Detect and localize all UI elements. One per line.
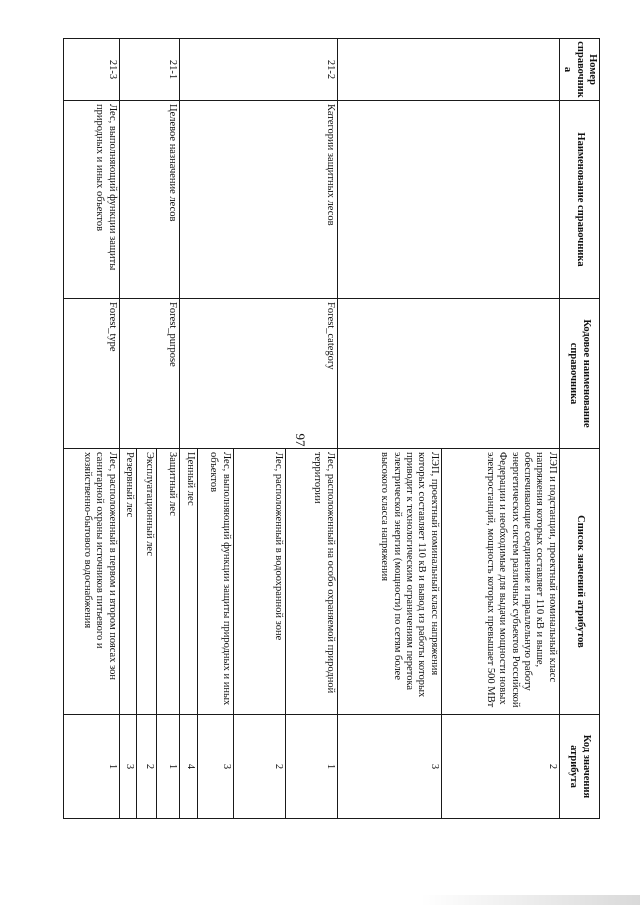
cell-code-name: Forest_category	[179, 299, 337, 449]
cell-value: Лес, расположенный на особо охраняемой природной территории	[285, 449, 337, 715]
header-values-list: Список значений атрибутов	[559, 449, 599, 715]
cell-code: 1	[156, 715, 179, 819]
table-row	[285, 39, 337, 819]
cell-code: 3	[119, 715, 136, 819]
cell-name-empty	[337, 101, 559, 299]
rotated-page-content	[60, 38, 600, 818]
header-number: Номер справочника	[559, 39, 599, 101]
cell-code: 2	[233, 715, 285, 819]
cell-code-name-empty	[337, 299, 559, 449]
cell-number: 21-2	[179, 39, 337, 101]
cell-code: 2	[136, 715, 156, 819]
header-name: Наименование справочника	[559, 101, 599, 299]
table-row	[63, 39, 119, 819]
cell-code: 2	[441, 715, 559, 819]
cell-value: ЛЭП и подстанции, проектный номинальный класс напряжения которых составляет 110 кВ и выше, обеспечивающие соединение и параллельную работу энергетических систем различных субъектов Российской Федерации и необходимые для выдачи мощности новых электростанций, мощность которых превышает 500 МВт	[441, 449, 559, 715]
header-value-code: Код значения атрибута	[559, 715, 599, 819]
cell-code-name: Forest_purpose	[119, 299, 179, 449]
cell-name: Категории защитных лесов	[179, 101, 337, 299]
cell-value: Лес, выполняющий функции защиты природных и иных объектов	[197, 449, 233, 715]
cell-value: Защитный лес	[156, 449, 179, 715]
cell-code: 4	[179, 715, 197, 819]
cell-name: Целевое назначение лесов	[119, 101, 179, 299]
cell-code: 3	[337, 715, 441, 819]
cell-number: 21-3	[63, 39, 119, 101]
table-row	[441, 39, 559, 819]
table-row	[156, 39, 179, 819]
cell-name: Лес, выполняющий функции защиты природных и иных объектов	[63, 101, 119, 299]
cell-value: Эксплуатационный лес	[136, 449, 156, 715]
cell-value: Лес, расположенный в первом и втором поясах зон санитарной охраны источников питьевого и хозяйственно-бытового водоснабжения	[63, 449, 119, 715]
reference-table	[63, 38, 600, 819]
cell-code-name: Forest_type	[63, 299, 119, 449]
cell-value: Резервный лес	[119, 449, 136, 715]
page-number: 97	[293, 433, 308, 447]
cell-code: 3	[197, 715, 233, 819]
cell-code: 1	[285, 715, 337, 819]
scan-edge-shadow	[420, 895, 640, 905]
table-header-row	[559, 39, 599, 819]
cell-number-empty	[337, 39, 559, 101]
cell-value: Ценный лес	[179, 449, 197, 715]
header-code-name: Кодовое наименование справочника	[559, 299, 599, 449]
cell-value: Лес, расположенный в водоохранной зоне	[233, 449, 285, 715]
cell-value: ЛЭП, проектный номинальный класс напряжения которых составляет 110 кВ и вывод из работы которых приводит к технологическим ограничениям перетока электрической энергии (мощности) по сетям более высокого класса напряжения	[337, 449, 441, 715]
cell-code: 1	[63, 715, 119, 819]
cell-number: 21-1	[119, 39, 179, 101]
